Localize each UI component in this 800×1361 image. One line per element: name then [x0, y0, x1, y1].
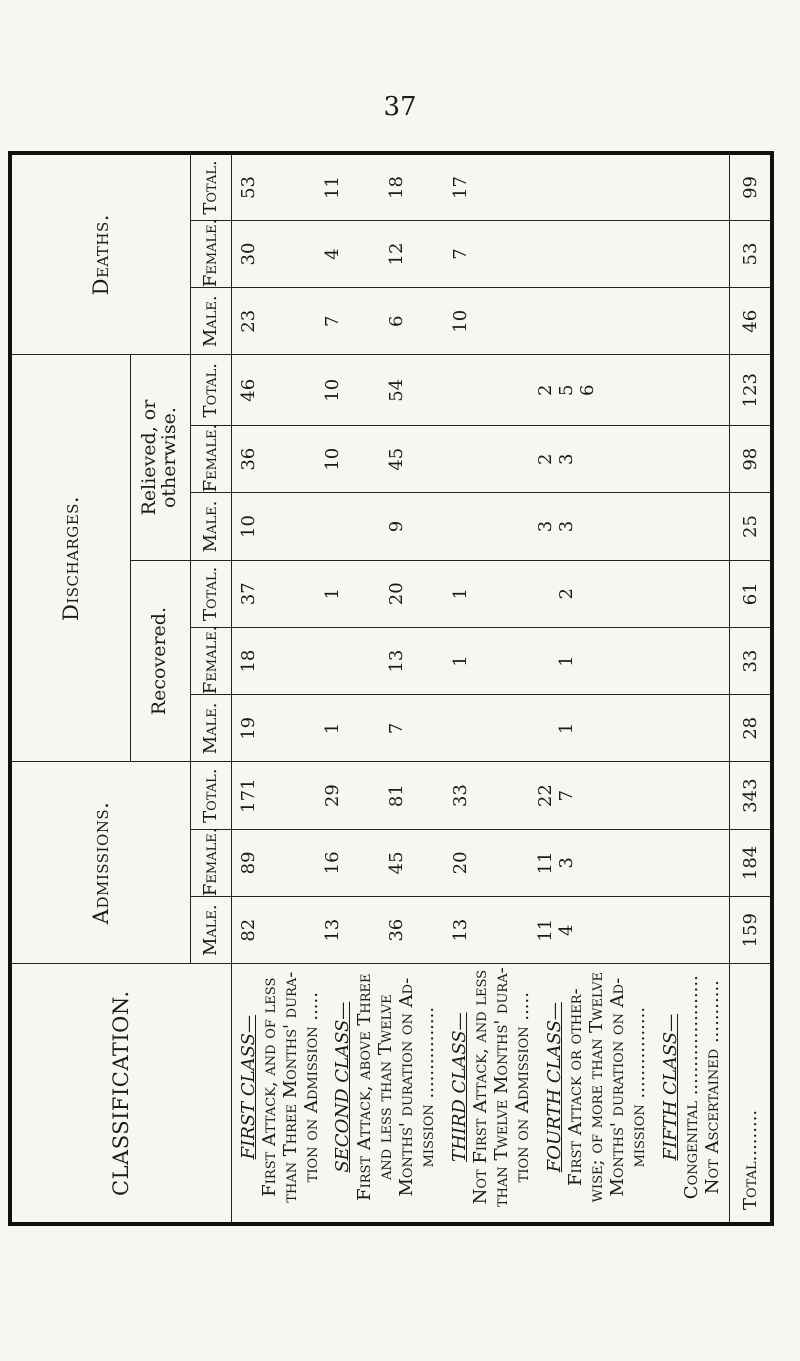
class-description-line: Congenital ..................... — [680, 975, 702, 1200]
total-row-label: Total......... — [730, 964, 772, 1224]
cell-value: 19 — [237, 716, 259, 740]
cell-value — [280, 628, 301, 694]
cell-value — [492, 762, 513, 828]
cell-value: 3 — [556, 453, 578, 465]
cell-value — [514, 221, 535, 287]
cell-value — [407, 628, 428, 694]
cell-value — [514, 830, 535, 896]
cell-value — [301, 155, 322, 220]
cell-value — [514, 561, 535, 627]
cell-value: 2 — [534, 453, 556, 465]
cell-value — [471, 561, 492, 627]
total-adm-male: 159 — [730, 897, 772, 964]
cell-value: 20 — [449, 851, 471, 875]
class-description-line: tion on Admission ..... — [301, 992, 323, 1183]
cell-value — [259, 628, 280, 694]
cell-value — [322, 628, 343, 694]
cell-value: 4 — [322, 248, 344, 260]
cell-value — [280, 897, 301, 963]
cell-value — [514, 695, 535, 761]
cell-value — [492, 288, 513, 354]
cell-value — [280, 221, 301, 287]
cell-value: 29 — [322, 784, 344, 808]
cell-value: 171 — [237, 778, 259, 813]
cell-value — [365, 762, 386, 828]
cell-value — [301, 288, 322, 354]
total-rel-male: 25 — [730, 493, 772, 560]
cell-value — [259, 493, 280, 559]
cell-value: 46 — [237, 378, 259, 402]
col-deaths-male — [231, 288, 730, 355]
cell-value — [407, 897, 428, 963]
cell-value — [407, 426, 428, 492]
cell-value — [514, 426, 535, 492]
col-recovered-total — [231, 560, 730, 627]
cell-value — [344, 355, 365, 425]
cell-value — [492, 221, 513, 287]
col-recovered-female — [231, 627, 730, 694]
cell-value — [259, 695, 280, 761]
cell-value — [280, 830, 301, 896]
cell-value — [259, 897, 280, 963]
rotated-statistics-table — [8, 151, 761, 1226]
cell-value — [535, 561, 556, 627]
cell-value — [301, 221, 322, 287]
rec-female-header: Female. — [190, 627, 231, 694]
cell-value: 53 — [237, 175, 259, 199]
col-relieved-female — [231, 426, 730, 493]
cell-value: 45 — [386, 851, 408, 875]
cell-value — [407, 288, 428, 354]
cell-value — [535, 628, 556, 694]
cell-value — [259, 762, 280, 828]
cell-value — [535, 155, 556, 220]
cell-value: 4 — [556, 924, 578, 936]
cell-value — [301, 426, 322, 492]
cell-value: 1 — [556, 655, 578, 667]
cell-value — [450, 493, 471, 559]
cell-value: 11 — [534, 851, 556, 875]
total-rec-total: 61 — [730, 560, 772, 627]
col-admissions-female — [231, 829, 730, 896]
discharges-header: Discharges. — [10, 355, 130, 762]
cell-value: 18 — [386, 175, 408, 199]
cell-value — [407, 695, 428, 761]
cell-value — [429, 426, 450, 492]
cell-value — [280, 561, 301, 627]
cell-value: 16 — [322, 851, 344, 875]
rec-male-header: Male. — [190, 695, 231, 762]
cell-value — [344, 155, 365, 220]
cell-value — [471, 695, 492, 761]
cell-value — [344, 561, 365, 627]
cell-value — [280, 155, 301, 220]
cell-value — [344, 897, 365, 963]
class-description-line: First Attack, and of less — [258, 977, 280, 1197]
cell-value — [471, 830, 492, 896]
cell-value — [344, 221, 365, 287]
admissions-header: Admissions. — [10, 762, 190, 964]
cell-value: 10 — [322, 447, 344, 471]
col-deaths-female — [231, 220, 730, 287]
cell-value — [471, 426, 492, 492]
total-dth-female: 53 — [730, 220, 772, 287]
cell-value — [429, 221, 450, 287]
cell-value — [365, 695, 386, 761]
cell-value — [429, 288, 450, 354]
class-description-line: Not First Attack, and less — [469, 969, 491, 1205]
cell-value — [259, 426, 280, 492]
cell-value: 81 — [386, 784, 408, 808]
cell-value — [365, 288, 386, 354]
cell-value — [301, 628, 322, 694]
cell-value: 7 — [556, 789, 578, 802]
cell-value — [407, 561, 428, 627]
cell-value — [429, 628, 450, 694]
cell-value — [514, 288, 535, 354]
cell-value — [450, 426, 471, 492]
cell-value: 82 — [237, 918, 259, 942]
col-relieved-total — [231, 355, 730, 426]
cell-value — [492, 897, 513, 963]
cell-value — [365, 355, 386, 425]
cell-value — [344, 288, 365, 354]
cell-value: 23 — [237, 309, 259, 333]
cell-value — [365, 155, 386, 220]
cell-value — [259, 155, 280, 220]
dth-female-header: Female. — [190, 220, 231, 287]
class-description-line: Months' duration on Ad- — [607, 977, 629, 1197]
rel-female-header: Female. — [190, 426, 231, 493]
total-rec-male: 28 — [730, 695, 772, 762]
cell-value — [280, 493, 301, 559]
cell-value — [535, 695, 556, 761]
cell-value: 89 — [237, 851, 259, 875]
class-description-line: Months' duration on Ad- — [396, 977, 418, 1197]
total-rel-female: 98 — [730, 426, 772, 493]
cell-value: 1 — [449, 588, 471, 600]
cell-value: 7 — [449, 248, 471, 260]
cell-value — [301, 355, 322, 425]
cell-value — [471, 355, 492, 425]
cell-value — [259, 830, 280, 896]
cell-value: 5 — [556, 384, 578, 396]
cell-value — [514, 493, 535, 559]
cell-value: 13 — [322, 918, 344, 942]
cell-value — [301, 830, 322, 896]
cell-value — [365, 830, 386, 896]
cell-value: 6 — [577, 384, 599, 396]
cell-value — [365, 221, 386, 287]
cell-value — [365, 628, 386, 694]
cell-value — [344, 695, 365, 761]
rel-male-header: Male. — [190, 493, 231, 560]
cell-value — [450, 695, 471, 761]
cell-value — [492, 493, 513, 559]
cell-value: 20 — [386, 582, 408, 606]
cell-value: 7 — [386, 722, 408, 735]
cell-value — [429, 762, 450, 828]
cell-value — [492, 628, 513, 694]
cell-value — [301, 561, 322, 627]
cell-value — [471, 762, 492, 828]
class-description-line: mission ................ — [628, 1006, 650, 1168]
cell-value: 1 — [322, 588, 344, 600]
cell-value — [280, 695, 301, 761]
cell-value — [492, 561, 513, 627]
cell-value — [471, 155, 492, 220]
cell-value: 37 — [237, 582, 259, 606]
cell-value — [407, 830, 428, 896]
rec-total-header: Total. — [190, 560, 231, 627]
cell-value — [514, 628, 535, 694]
cell-value: 22 — [534, 784, 556, 808]
cell-value: 1 — [322, 722, 344, 735]
cell-value: 17 — [449, 175, 471, 199]
cell-value — [492, 355, 513, 425]
class-description-line: tion on Admission ..... — [512, 992, 534, 1183]
cell-value — [471, 897, 492, 963]
cell-value — [471, 221, 492, 287]
cell-value — [259, 355, 280, 425]
cell-value — [322, 493, 343, 559]
cell-value — [471, 288, 492, 354]
cell-value: 1 — [449, 655, 471, 667]
cell-value: 2 — [556, 588, 578, 600]
cell-value — [259, 221, 280, 287]
total-dth-total: 99 — [730, 153, 772, 220]
col-relieved-male — [231, 493, 730, 560]
cell-value: 9 — [386, 520, 408, 533]
cell-value — [280, 426, 301, 492]
class-title: FOURTH CLASS— — [543, 1002, 565, 1173]
class-title: FIRST CLASS— — [237, 1015, 259, 1160]
cell-value — [429, 830, 450, 896]
cell-value — [344, 830, 365, 896]
cell-value: 11 — [534, 918, 556, 942]
cell-value: 33 — [449, 784, 471, 808]
class-description-line: First Attack or other- — [564, 988, 586, 1186]
cell-value — [556, 155, 577, 220]
col-admissions-male — [231, 897, 730, 964]
cell-value: 3 — [556, 857, 578, 869]
cell-value — [492, 426, 513, 492]
class-title: SECOND CLASS— — [332, 1001, 354, 1173]
cell-value — [407, 762, 428, 828]
cell-value — [259, 561, 280, 627]
cell-value: 13 — [449, 918, 471, 942]
cell-value — [365, 426, 386, 492]
cell-value: 10 — [449, 309, 471, 333]
cell-value — [535, 288, 556, 354]
cell-value — [344, 493, 365, 559]
cell-value — [429, 695, 450, 761]
cell-value: 13 — [386, 649, 408, 673]
cell-value — [556, 288, 577, 354]
cell-value — [407, 355, 428, 425]
cell-value: 3 — [556, 520, 578, 533]
classification-list — [231, 964, 730, 1224]
cell-value: 3 — [534, 520, 556, 533]
cell-value: 36 — [386, 918, 408, 942]
cell-value — [492, 155, 513, 220]
cell-value — [514, 897, 535, 963]
cell-value — [280, 288, 301, 354]
cell-value: 11 — [322, 175, 344, 199]
class-description-line: Not Ascertained ........... — [702, 980, 724, 1195]
admissions-discharges-deaths-table — [8, 151, 774, 1226]
cell-value: 36 — [237, 447, 259, 471]
cell-value — [301, 762, 322, 828]
cell-value: 1 — [556, 722, 578, 735]
adm-male-header: Male. — [190, 897, 231, 964]
adm-total-header: Total. — [190, 762, 231, 829]
relieved-header: Relieved, or otherwise. — [130, 355, 190, 560]
cell-value — [407, 155, 428, 220]
cell-value — [407, 493, 428, 559]
cell-value — [344, 628, 365, 694]
cell-value — [344, 426, 365, 492]
cell-value — [429, 155, 450, 220]
cell-value: 12 — [386, 242, 408, 266]
cell-value — [429, 355, 450, 425]
cell-value — [492, 695, 513, 761]
cell-value — [471, 493, 492, 559]
class-description-line: and less than Twelve — [374, 994, 396, 1180]
class-description-line: wise; of more than Twelve — [586, 971, 608, 1203]
cell-value: 18 — [237, 649, 259, 673]
cell-value — [429, 897, 450, 963]
col-recovered-male — [231, 695, 730, 762]
class-title: FIFTH CLASS— — [659, 1013, 681, 1161]
dth-male-header: Male. — [190, 288, 231, 355]
classification-header: CLASSIFICATION. — [10, 964, 231, 1224]
cell-value — [365, 561, 386, 627]
cell-value — [344, 762, 365, 828]
cell-value — [259, 288, 280, 354]
class-description-line: than Three Months' dura- — [279, 971, 301, 1203]
class-description-line: than Twelve Months' dura- — [491, 967, 513, 1208]
cell-value — [280, 762, 301, 828]
cell-value — [514, 155, 535, 220]
cell-value — [407, 221, 428, 287]
cell-value: 6 — [386, 315, 408, 328]
rel-total-header: Total. — [190, 355, 231, 426]
total-rec-female: 33 — [730, 627, 772, 694]
cell-value — [301, 493, 322, 559]
col-deaths-total — [231, 153, 730, 220]
cell-value — [514, 355, 535, 425]
cell-value: 10 — [322, 378, 344, 402]
cell-value — [450, 355, 471, 425]
cell-value: 30 — [237, 242, 259, 266]
class-title: THIRD CLASS— — [448, 1012, 470, 1162]
cell-value: 10 — [237, 515, 259, 538]
cell-value — [280, 355, 301, 425]
deaths-header: Deaths. — [10, 153, 190, 355]
class-description-line: mission ................ — [417, 1006, 439, 1168]
total-adm-total: 343 — [730, 762, 772, 829]
cell-value — [492, 830, 513, 896]
dth-total-header: Total. — [190, 153, 231, 220]
recovered-header: Recovered. — [130, 560, 190, 762]
cell-value: 54 — [386, 378, 408, 402]
cell-value: 7 — [322, 315, 344, 328]
cell-value — [556, 221, 577, 287]
cell-value — [429, 561, 450, 627]
page-number: 37 — [383, 92, 417, 122]
adm-female-header: Female. — [190, 829, 231, 896]
cell-value — [514, 762, 535, 828]
class-description-line: First Attack, above Three — [353, 973, 375, 1201]
total-rel-total: 123 — [730, 355, 772, 426]
cell-value — [365, 897, 386, 963]
cell-value — [301, 897, 322, 963]
total-adm-female: 184 — [730, 829, 772, 896]
cell-value: 2 — [534, 384, 556, 396]
col-admissions-total — [231, 762, 730, 829]
cell-value: 45 — [386, 447, 408, 471]
cell-value — [301, 695, 322, 761]
cell-value — [471, 628, 492, 694]
total-dth-male: 46 — [730, 288, 772, 355]
cell-value — [535, 221, 556, 287]
cell-value — [429, 493, 450, 559]
cell-value — [365, 493, 386, 559]
